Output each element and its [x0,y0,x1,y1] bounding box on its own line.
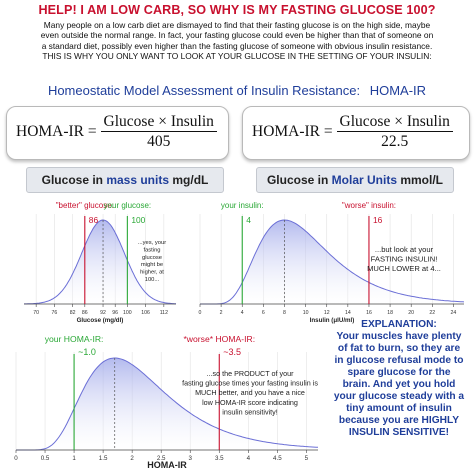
tick-label: 86 [81,310,88,316]
tick-label: 70 [33,310,40,316]
tick-label: 0 [14,455,18,462]
explanation-line: spare glucose for the [347,367,451,378]
tick-label: 5 [304,455,309,462]
tick-label: 2 [130,455,134,462]
marker-label: *worse* HOMA-IR: [183,334,256,344]
tick-label: 1 [72,455,76,462]
marker-value: ~3.5 [223,347,242,357]
marker-value: 4 [246,215,251,225]
tick-label: 0 [198,310,202,316]
tick-label: 2 [219,310,223,316]
formula-mass-units [6,106,229,160]
homa-title [6,83,468,98]
intro-line: Many people on a low carb diet are dismayed to find that their fasting glucose is on the high side, maybe [43,20,431,30]
annotation-line: fasting glucose times your fasting insulin is [182,378,318,388]
marker-label: your insulin: [220,201,264,210]
tick-label: 96 [112,310,119,316]
glucose-distribution-chart [10,196,186,332]
tick-label: 106 [141,310,150,316]
homa-title-main: Homeostatic Model Assessment of Insulin Resistance: [47,83,361,98]
annotation-line: FASTING INSULIN! [370,254,438,264]
tick-label: 112 [159,310,168,316]
formula-lhs: HOMA-IR = [16,123,97,140]
tick-label: 6 [261,310,265,316]
tick-label: 8 [283,310,286,316]
intro-paragraph [4,20,470,62]
annotation-line: low HOMA-IR score indicating [202,397,298,407]
homa-ir-distribution-chart [6,330,326,474]
formula-denominator: 22.5 [381,133,409,150]
explanation-line: Your muscles have plenty [336,331,462,342]
annotation-line: might be [140,262,164,269]
units-suffix: mmol/L [397,173,444,187]
explanation-line: EXPLANATION: [361,319,437,330]
tick-label: 12 [323,310,330,316]
tick-label: 92 [100,310,106,316]
x-axis-label: Insulin (μIU/ml) [309,317,355,324]
explanation-line: INSULIN SENSITIVE! [348,427,450,438]
intro-line: THIS IS WHY YOU ONLY WANT TO LOOK AT YOUR GLUCOSE IN THE SETTING OF YOUR INSULIN: [42,51,432,62]
tick-label: 16 [366,310,372,316]
mass-units-label [26,167,224,193]
marker-value: ~1.0 [78,347,96,357]
x-axis-label: HOMA-IR [147,460,187,470]
annotation-line: higher, at [140,269,164,276]
explanation-line: your glucose steady with a [333,391,465,402]
tick-label: 3 [188,455,192,462]
explanation-line: tiny amount of insulin [346,403,452,414]
tick-label: 22 [429,310,436,316]
formula-molar-units [242,106,470,160]
tick-label: 3.5 [214,455,224,462]
formula-numerator: Glucose × Insulin [101,113,217,132]
annotation-line: MUCH LOWER at 4... [367,264,441,274]
units-suffix: mg/dL [169,173,209,187]
marker-label: "better" glucose: [55,201,114,210]
annotation-line: 100... [144,277,160,283]
tick-label: 10 [302,310,309,316]
annotation-line: ...so the PRODUCT of your [206,369,294,378]
tick-label: 76 [51,310,58,316]
annotation-line: ...but look at your [374,245,434,254]
annotation-line: MUCH better, and you have a nice [195,388,305,398]
x-axis-label: Glucose (mg/dl) [76,317,124,324]
intro-line: a standard diet, possibly even higher than the fasting glucose of someone with obvious insulin resistance. [41,40,433,51]
tick-label: 100 [123,310,132,316]
marker-value: 100 [131,215,146,225]
formula-lhs: HOMA-IR = [252,123,333,140]
annotation-line: fasting [143,247,161,254]
tick-label: 14 [344,310,351,316]
tick-label: 82 [69,310,76,316]
annotation-line: glucose [142,254,162,261]
formula-fraction [101,113,217,151]
insulin-distribution-chart [186,196,472,332]
formula-denominator: 405 [147,133,171,150]
explanation-box [326,319,472,439]
formula-numerator: Glucose × Insulin [337,113,453,132]
units-prefix: Glucose in [266,173,332,187]
formula-fraction [337,113,453,151]
marker-label: "worse" insulin: [341,201,397,210]
molar-units-label [256,167,454,193]
tick-label: 0.5 [40,455,50,462]
units-highlight: Molar Units [331,173,397,187]
explanation-line: brain. And yet you hold [342,379,456,390]
units-prefix: Glucose in [41,173,107,187]
tick-label: 24 [450,310,457,316]
explanation-line: of fat to burn, so they are [337,343,461,354]
units-highlight: mass units [106,173,170,187]
tick-label: 4.5 [273,455,282,462]
tick-label: 18 [387,310,393,316]
marker-value: 16 [372,215,383,225]
intro-line: even outside the normal range. In fact, your fasting glucose could even be higher than that of someone on [40,30,434,41]
tick-label: 20 [408,310,415,316]
marker-value: 86 [88,215,99,225]
tick-label: 4 [246,455,251,462]
marker-label: your glucose: [103,201,152,210]
tick-label: 1.5 [98,455,108,462]
tick-label: 4 [240,310,244,316]
marker-label: your HOMA-IR: [44,334,104,344]
homa-title-abbr: HOMA-IR [369,83,427,98]
explanation-line: in glucose refusal mode to [334,355,464,366]
annotation-line: insulin sensitivity! [222,407,278,417]
annotation-line: ...yes, your [137,240,167,246]
headline: HELP! I AM LOW CARB, SO WHY IS MY FASTING GLUCOSE 100? [38,3,436,17]
explanation-line: because you are HIGHLY [338,415,460,426]
tick-label: 2.5 [156,455,166,462]
